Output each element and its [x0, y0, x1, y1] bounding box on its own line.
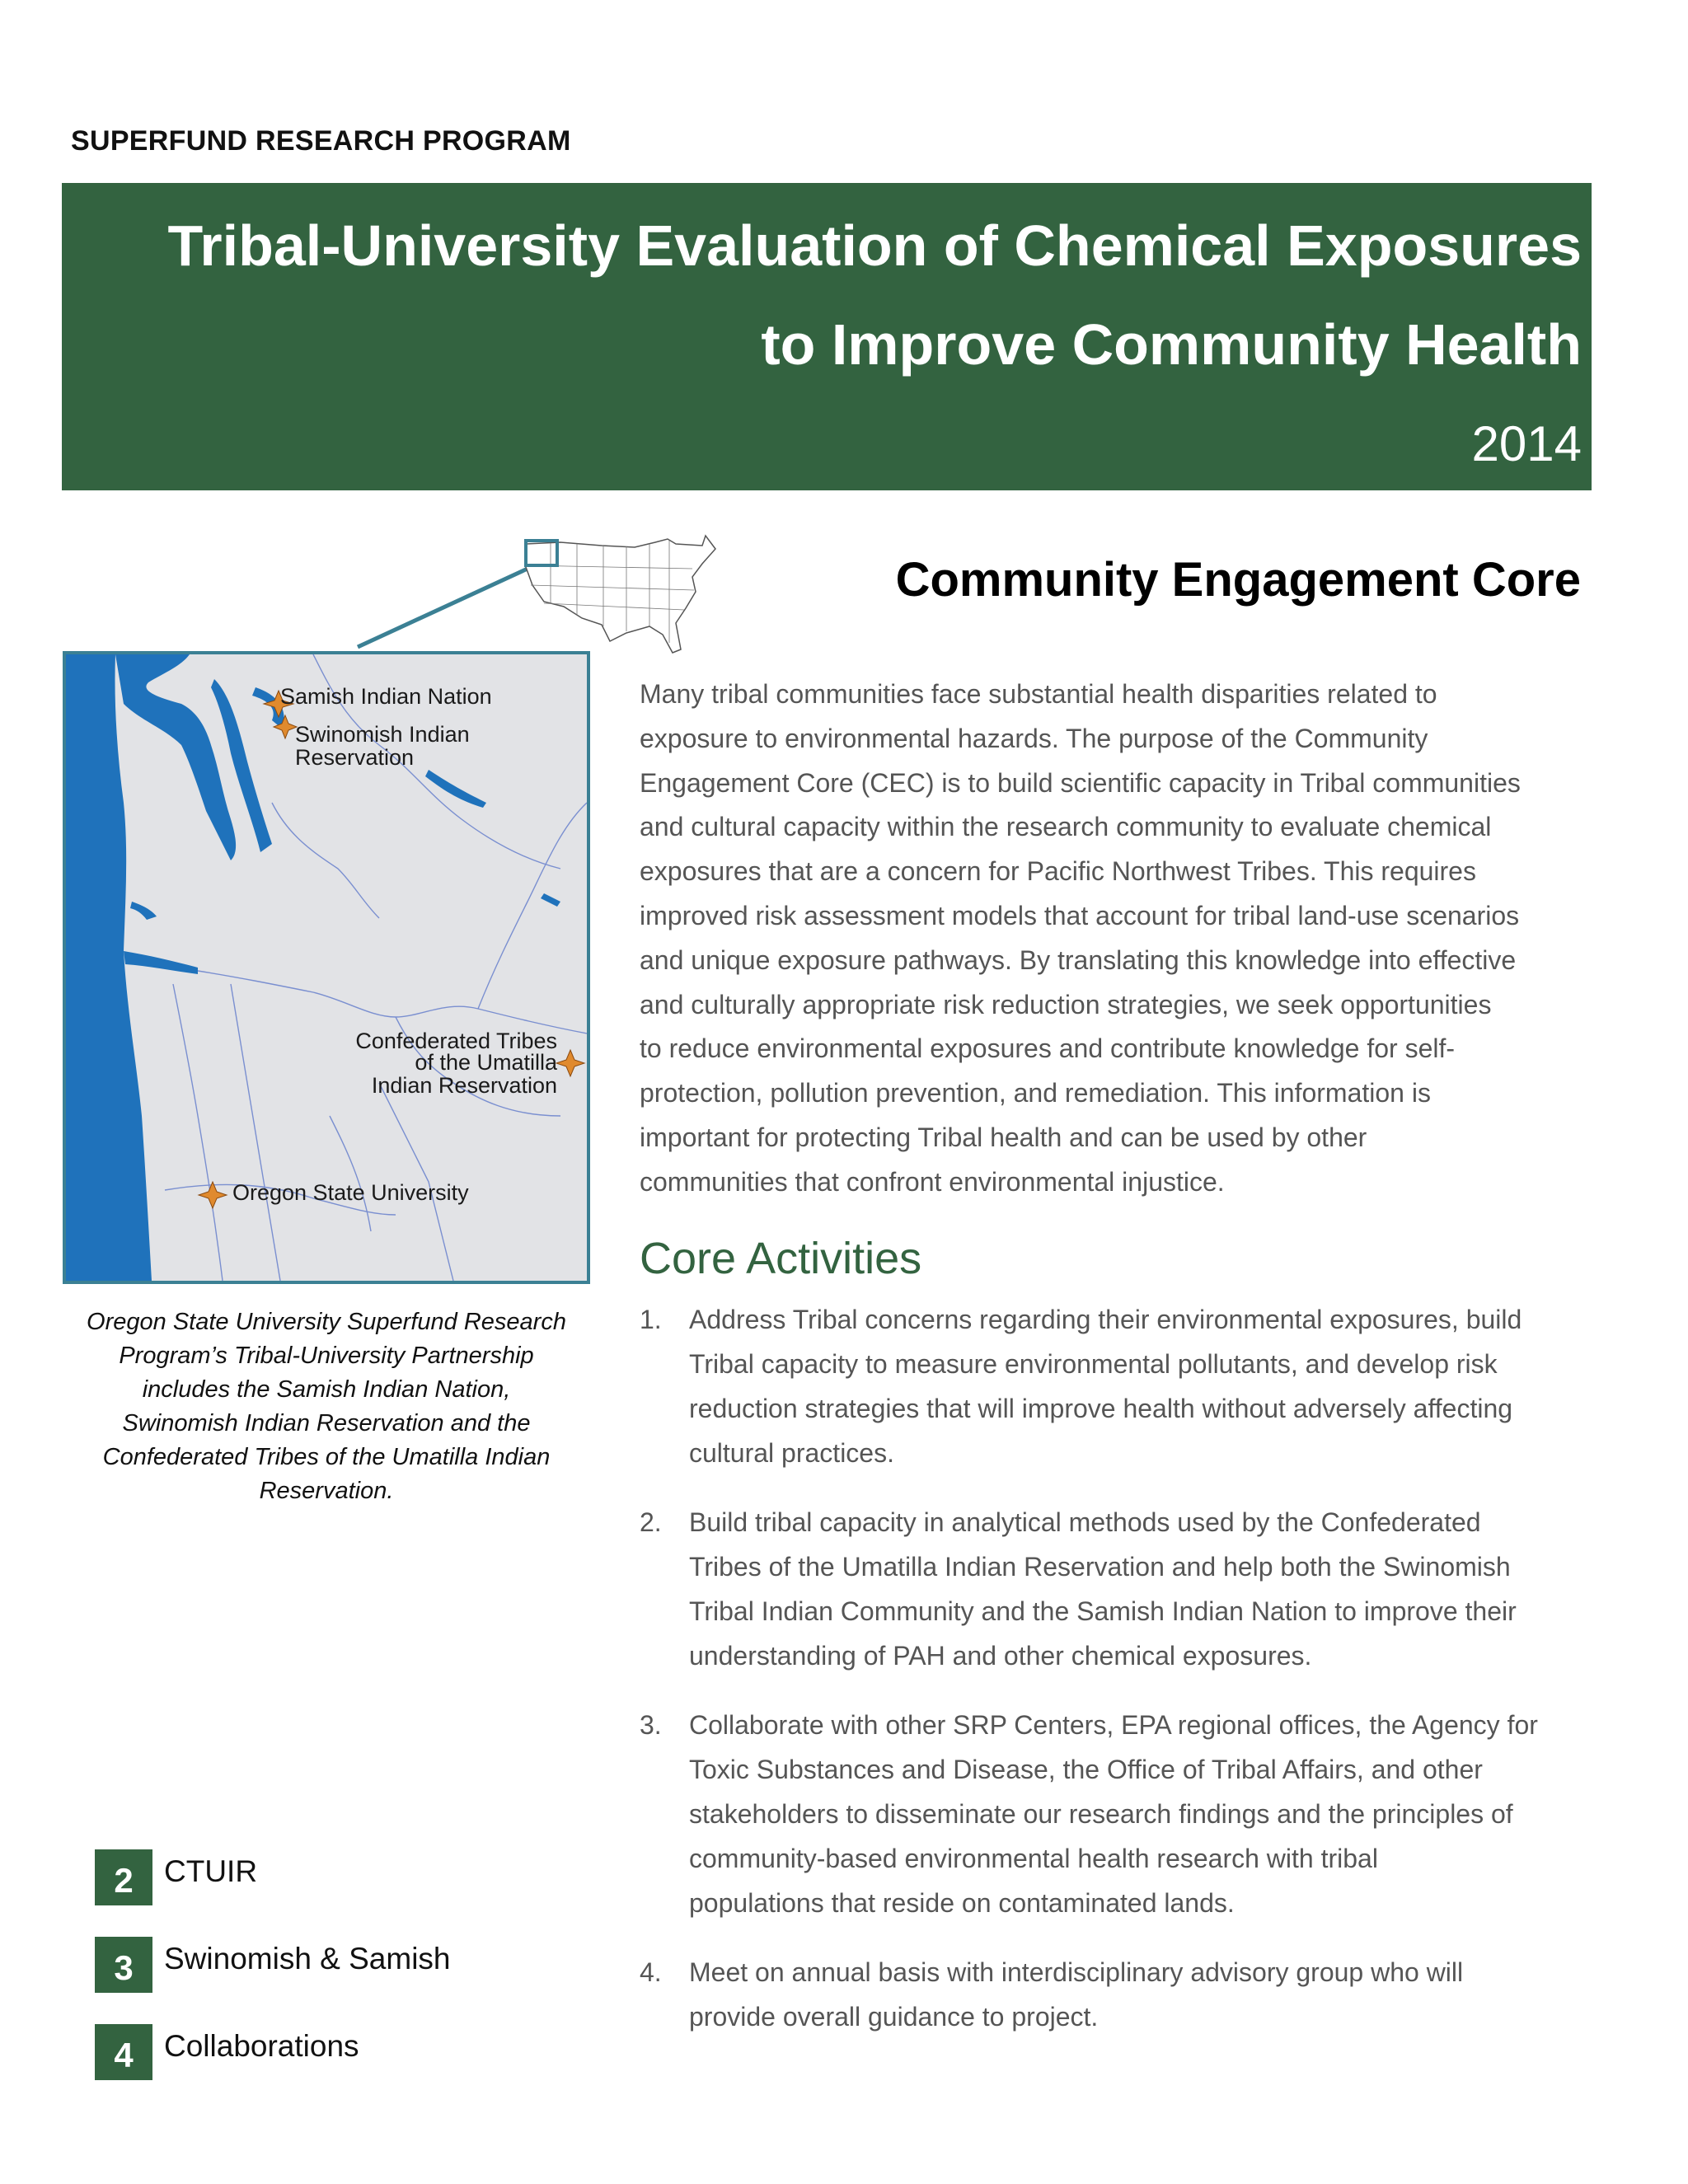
item-line: Tribes of the Umatilla Indian Reservation and help both the Swinomish — [689, 1552, 1511, 1582]
title-banner — [62, 183, 1592, 490]
item-line: cultural practices. — [689, 1438, 894, 1468]
intro-line: Many tribal communities face substantial health disparities related to — [640, 679, 1437, 709]
label-osu: Oregon State University — [232, 1180, 469, 1205]
item-number: 1. — [640, 1305, 662, 1334]
item-text — [689, 1950, 1604, 2039]
intro-line: communities that confront environmental injustice. — [640, 1166, 1225, 1197]
intro-line: and culturally appropriate risk reduction strategies, we seek opportunities — [640, 989, 1492, 1019]
caption-line: Confederated Tribes of the Umatilla Indian — [102, 1444, 551, 1470]
label-umatilla-1: Confederated Tribes — [355, 1029, 557, 1053]
page-number-badge: 4 — [95, 2024, 152, 2080]
item-line: Collaborate with other SRP Centers, EPA regional offices, the Agency for — [689, 1710, 1538, 1740]
page-link-label: Swinomish & Samish — [164, 1942, 451, 1975]
year: 2014 — [1471, 416, 1582, 471]
item-text — [689, 1703, 1604, 1925]
intro-paragraph — [640, 673, 1596, 1205]
list-item — [640, 1950, 1604, 2039]
intro-line: Engagement Core (CEC) is to build scientific capacity in Tribal communities — [640, 767, 1521, 798]
label-swinomish-2: Reservation — [295, 745, 415, 770]
item-line: community-based environmental health research with tribal — [689, 1844, 1378, 1873]
map-caption — [63, 1305, 590, 1508]
label-umatilla-2: of the Umatilla — [415, 1050, 557, 1075]
item-line: Tribal capacity to measure environmental pollutants, and develop risk — [689, 1349, 1498, 1379]
item-line: Toxic Substances and Disease, the Office of Tribal Affairs, and other — [689, 1755, 1483, 1784]
caption-line: Reservation. — [259, 1478, 394, 1504]
title-line-1: Tribal-University Evaluation of Chemical Exposures — [167, 213, 1582, 278]
page-number-badge: 2 — [95, 1849, 152, 1905]
caption-line: Oregon State University Superfund Research — [87, 1309, 566, 1335]
item-line: Tribal Indian Community and the Samish Indian Nation to improve their — [689, 1596, 1517, 1626]
program-name: SUPERFUND RESEARCH PROGRAM — [71, 125, 571, 157]
item-line: Build tribal capacity in analytical methods used by the Confederated — [689, 1507, 1481, 1537]
section-title: Community Engagement Core — [895, 553, 1581, 607]
label-swinomish-1: Swinomish Indian — [295, 722, 470, 747]
caption-line: Program’s Tribal-University Partnership — [119, 1343, 534, 1369]
label-umatilla-3: Indian Reservation — [371, 1073, 557, 1098]
list-item — [640, 1500, 1604, 1678]
list-item — [640, 1703, 1604, 1925]
regional-map — [63, 651, 590, 1284]
item-text — [689, 1500, 1604, 1678]
item-text — [689, 1297, 1604, 1475]
title-line-2: to Improve Community Health — [761, 312, 1582, 377]
caption-line: Swinomish Indian Reservation and the — [122, 1410, 531, 1436]
page-link-label: CTUIR — [164, 1854, 258, 1888]
item-line: populations that reside on contaminated lands. — [689, 1888, 1235, 1918]
item-line: Meet on annual basis with interdisciplinary advisory group who will — [689, 1957, 1464, 1987]
item-line: reduction strategies that will improve health without adversely affecting — [689, 1394, 1513, 1423]
label-samish: Samish Indian Nation — [280, 684, 492, 709]
item-line: understanding of PAH and other chemical exposures. — [689, 1641, 1312, 1671]
intro-line: important for protecting Tribal health and can be used by other — [640, 1122, 1367, 1152]
item-number: 2. — [640, 1507, 662, 1537]
item-number: 3. — [640, 1710, 662, 1740]
intro-line: exposures that are a concern for Pacific Northwest Tribes. This requires — [640, 856, 1476, 887]
core-activities-heading: Core Activities — [640, 1234, 922, 1283]
usa-locator-map-icon — [511, 527, 717, 659]
item-line: provide overall guidance to project. — [689, 2002, 1099, 2032]
page-link-label: Collaborations — [164, 2029, 359, 2063]
caption-line: includes the Samish Indian Nation, — [142, 1376, 511, 1403]
item-line: Address Tribal concerns regarding their environmental exposures, build — [689, 1305, 1522, 1334]
intro-line: improved risk assessment models that account for tribal land-use scenarios — [640, 900, 1520, 930]
intro-line: to reduce environmental exposures and contribute knowledge for self- — [640, 1033, 1456, 1064]
core-activities-list — [640, 1297, 1604, 2064]
item-number: 4. — [640, 1957, 662, 1987]
intro-line: and cultural capacity within the research community to evaluate chemical — [640, 812, 1492, 842]
item-line: stakeholders to disseminate our research findings and the principles of — [689, 1799, 1513, 1829]
list-item — [640, 1297, 1604, 1475]
intro-line: exposure to environmental hazards. The purpose of the Community — [640, 723, 1428, 753]
page-number-badge: 3 — [95, 1937, 152, 1993]
intro-line: and unique exposure pathways. By translating this knowledge into effective — [640, 944, 1517, 975]
intro-line: protection, pollution prevention, and remediation. This information is — [640, 1078, 1431, 1108]
